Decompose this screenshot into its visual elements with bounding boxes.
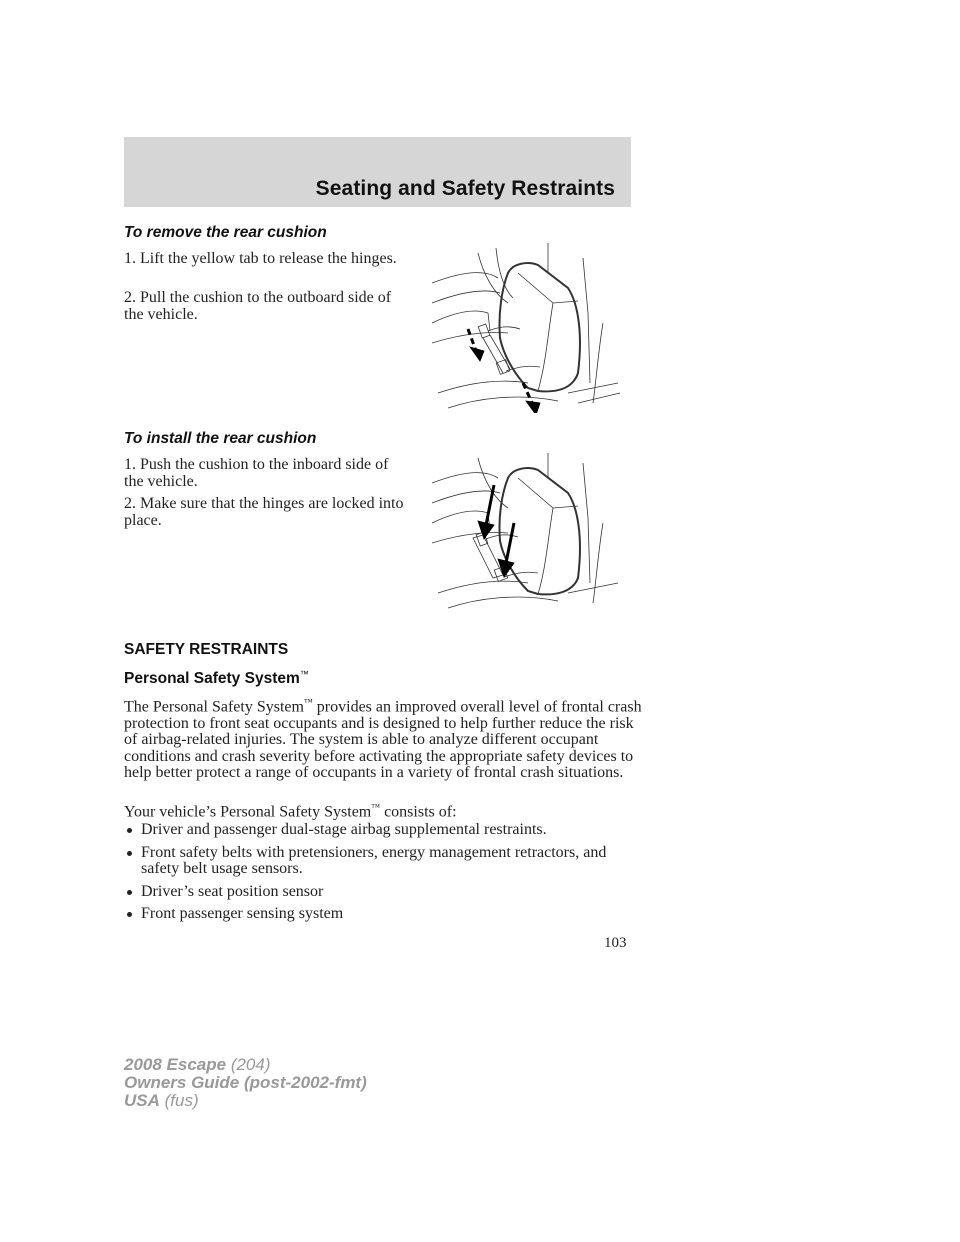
consists-prefix: Your vehicle’s Personal Safety System xyxy=(124,803,372,821)
personal-safety-system-intro xyxy=(124,694,644,782)
safety-components-list xyxy=(124,822,644,929)
consists-rest: consists of: xyxy=(380,803,457,821)
list-item-text: Driver and passenger dual-stage airbag supplemental restraints. xyxy=(141,821,547,838)
list-item xyxy=(124,822,644,839)
list-item-text: Front passenger sensing system xyxy=(141,905,344,922)
list-item xyxy=(124,906,644,923)
install-step-1: 1. Push the cushion to the inboard side of the vehicle. xyxy=(124,456,389,490)
safety-restraints-heading: SAFETY RESTRAINTS xyxy=(124,641,289,658)
list-item xyxy=(124,845,644,878)
bullet-icon xyxy=(127,890,132,895)
chapter-header xyxy=(124,137,631,207)
remove-cushion-heading: To remove the rear cushion xyxy=(124,224,327,241)
trademark-symbol: ™ xyxy=(371,802,381,812)
consists-of-line xyxy=(124,799,644,821)
rear-cushion-removal-illustration xyxy=(428,243,623,413)
document-footer xyxy=(124,1056,367,1110)
page-number: 103 xyxy=(604,935,627,951)
chapter-title: Seating and Safety Restraints xyxy=(315,177,615,200)
bullet-icon xyxy=(127,851,132,856)
list-item xyxy=(124,884,644,901)
install-step-2: 2. Make sure that the hinges are locked into place. xyxy=(124,495,404,529)
personal-safety-system-heading xyxy=(124,669,309,688)
bullet-icon xyxy=(127,912,132,917)
footer-market-code: (fus) xyxy=(159,1091,199,1110)
intro-rest: provides an improved overall level of frontal crash protection to front seat occupants and is designed to help further reduce the risk of airbag-related injuries. The system is able to analyze different occupant conditions and crash severity before activating the appropriate safety devices to help better protect a range of occupants in a variety of frontal crash situations. xyxy=(124,698,642,782)
footer-guide: Owners Guide (post-2002-fmt) xyxy=(124,1073,367,1092)
intro-prefix: The Personal Safety System xyxy=(124,698,304,716)
list-item-text: Front safety belts with pretensioners, energy management retractors, and safety belt usage sensors. xyxy=(141,843,607,877)
trademark-symbol: ™ xyxy=(299,669,309,679)
subheading-text: Personal Safety System xyxy=(124,670,300,688)
install-cushion-heading: To install the rear cushion xyxy=(124,430,317,447)
trademark-symbol: ™ xyxy=(303,697,313,707)
footer-market: USA xyxy=(124,1091,160,1110)
footer-model: 2008 Escape xyxy=(124,1055,227,1074)
rear-cushion-install-illustration xyxy=(428,453,623,613)
list-item-text: Driver’s seat position sensor xyxy=(141,882,324,900)
bullet-icon xyxy=(127,828,132,833)
footer-model-code: (204) xyxy=(226,1055,271,1074)
remove-step-1: 1. Lift the yellow tab to release the hinges. xyxy=(124,250,397,267)
remove-step-2: 2. Pull the cushion to the outboard side of the vehicle. xyxy=(124,289,392,323)
